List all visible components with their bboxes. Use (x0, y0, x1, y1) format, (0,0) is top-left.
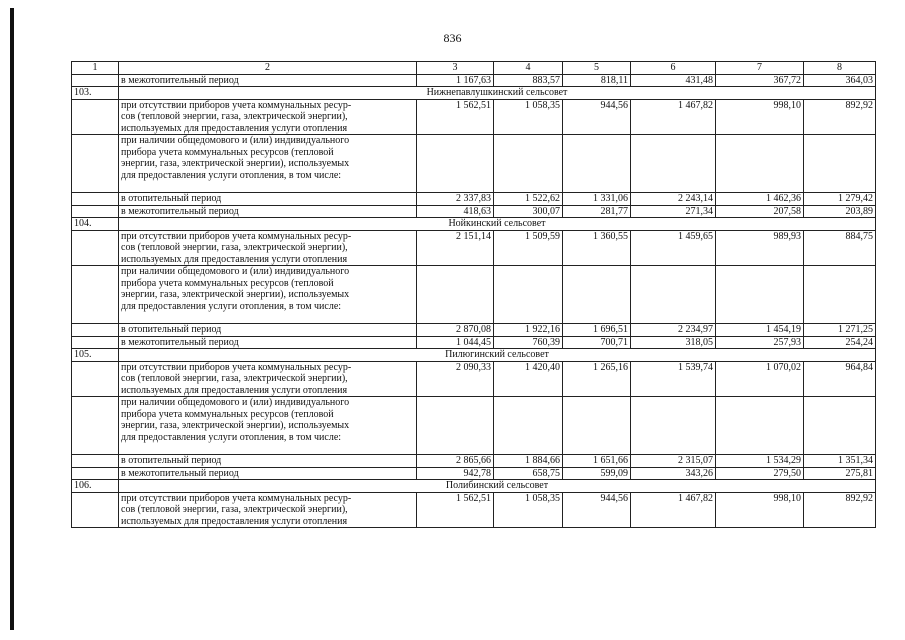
value-cell (631, 266, 716, 324)
value-cell: 1 651,66 (563, 455, 631, 468)
table-row (72, 135, 876, 193)
value-cell: 599,09 (563, 467, 631, 480)
page-number: 836 (443, 31, 462, 45)
row-number-cell (72, 99, 119, 135)
section-name: Нижнепавлушкинский сельсовет (119, 87, 876, 100)
value-cell: 658,75 (494, 467, 563, 480)
table-row (72, 455, 876, 468)
value-cell: 318,05 (631, 336, 716, 349)
section-header-row (72, 87, 876, 100)
row-label: в межотопительный период (119, 467, 417, 480)
section-header-row (72, 218, 876, 231)
value-cell (716, 397, 804, 455)
value-cell: 1 058,35 (494, 492, 563, 528)
table-row (72, 324, 876, 337)
value-cell: 892,92 (804, 492, 876, 528)
value-cell: 964,84 (804, 361, 876, 397)
value-cell: 281,77 (563, 205, 631, 218)
value-cell (494, 135, 563, 193)
row-label-line: сов (тепловой энергии, газа, электрической энергии), (121, 111, 348, 122)
row-number-cell (72, 74, 119, 87)
row-label-line: при отсутствии приборов учета коммунальных ресур- (121, 361, 352, 373)
value-cell: 700,71 (563, 336, 631, 349)
table-row (72, 336, 876, 349)
table-row (72, 193, 876, 206)
value-cell: 364,03 (804, 74, 876, 87)
value-cell (631, 397, 716, 455)
table-row (72, 467, 876, 480)
value-cell: 892,92 (804, 99, 876, 135)
value-cell (417, 266, 494, 324)
row-label-line: для предоставления услуги отопления, в том числе: (121, 431, 342, 443)
value-cell: 1 696,51 (563, 324, 631, 337)
row-label (119, 230, 417, 266)
value-cell: 818,11 (563, 74, 631, 87)
value-cell: 1 462,36 (716, 193, 804, 206)
col-header: 2 (119, 62, 417, 75)
row-label: в отопительный период (119, 193, 417, 206)
row-label-line: при отсутствии приборов учета коммунальных ресур- (121, 230, 352, 242)
row-number-cell (72, 193, 119, 206)
value-cell: 1 420,40 (494, 361, 563, 397)
value-cell: 1 265,16 (563, 361, 631, 397)
row-number-cell (72, 361, 119, 397)
value-cell: 1 884,66 (494, 455, 563, 468)
value-cell: 1 167,63 (417, 74, 494, 87)
value-cell: 998,10 (716, 99, 804, 135)
value-cell (804, 135, 876, 193)
value-cell: 2 870,08 (417, 324, 494, 337)
table-row (72, 74, 876, 87)
value-cell: 2 243,14 (631, 193, 716, 206)
row-label-line: сов (тепловой энергии, газа, электрической энергии), (121, 504, 348, 515)
value-cell: 1 459,65 (631, 230, 716, 266)
row-label-line: используемых для предоставления услуги отопления (121, 122, 348, 134)
value-cell (563, 397, 631, 455)
table-row (72, 205, 876, 218)
table-row (72, 99, 876, 135)
value-cell: 1 522,62 (494, 193, 563, 206)
value-cell: 884,75 (804, 230, 876, 266)
col-header: 8 (804, 62, 876, 75)
row-label: в отопительный период (119, 324, 417, 337)
value-cell: 1 534,29 (716, 455, 804, 468)
page-edge-bar (10, 8, 14, 630)
value-cell: 1 070,02 (716, 361, 804, 397)
row-label (119, 266, 417, 324)
row-label-line: для предоставления услуги отопления, в том числе: (121, 169, 342, 181)
value-cell: 203,89 (804, 205, 876, 218)
value-cell: 1 562,51 (417, 492, 494, 528)
col-header: 1 (72, 62, 119, 75)
value-cell: 1 509,59 (494, 230, 563, 266)
row-number-cell (72, 135, 119, 193)
value-cell: 989,93 (716, 230, 804, 266)
row-label-line: при наличии общедомового и (или) индивидуального (121, 266, 350, 277)
row-label-line: прибора учета коммунальных ресурсов (тепловой (121, 408, 334, 420)
row-label-line: сов (тепловой энергии, газа, электрической энергии), (121, 373, 348, 384)
row-label-line: энергии, газа, электрической энергии), используемых (121, 289, 350, 300)
section-name: Пилюгинский сельсовет (119, 349, 876, 362)
value-cell: 279,50 (716, 467, 804, 480)
value-cell: 1 467,82 (631, 99, 716, 135)
value-cell: 207,58 (716, 205, 804, 218)
value-cell: 1 271,25 (804, 324, 876, 337)
table-row (72, 492, 876, 528)
row-label: в межотопительный период (119, 205, 417, 218)
row-label: в межотопительный период (119, 336, 417, 349)
value-cell (563, 135, 631, 193)
value-cell: 944,56 (563, 99, 631, 135)
row-label-line: используемых для предоставления услуги отопления (121, 384, 348, 396)
table-row (72, 397, 876, 455)
value-cell (494, 266, 563, 324)
row-label-line: сов (тепловой энергии, газа, электрической энергии), (121, 242, 348, 253)
section-number: 105. (72, 349, 119, 362)
value-cell: 1 562,51 (417, 99, 494, 135)
section-number: 104. (72, 218, 119, 231)
row-label (119, 99, 417, 135)
row-label-line: энергии, газа, электрической энергии), используемых (121, 158, 350, 169)
col-header: 7 (716, 62, 804, 75)
row-label-line: прибора учета коммунальных ресурсов (тепловой (121, 277, 334, 289)
row-label-line: энергии, газа, электрической энергии), используемых (121, 420, 350, 431)
col-header: 6 (631, 62, 716, 75)
value-cell: 883,57 (494, 74, 563, 87)
value-cell (631, 135, 716, 193)
value-cell: 760,39 (494, 336, 563, 349)
value-cell (563, 266, 631, 324)
value-cell: 431,48 (631, 74, 716, 87)
row-number-cell (72, 230, 119, 266)
row-label-line: при отсутствии приборов учета коммунальных ресур- (121, 99, 352, 111)
row-label: в отопительный период (119, 455, 417, 468)
value-cell: 2 151,14 (417, 230, 494, 266)
row-number-cell (72, 336, 119, 349)
row-label-line: при наличии общедомового и (или) индивидуального (121, 397, 350, 408)
col-header: 5 (563, 62, 631, 75)
value-cell: 418,63 (417, 205, 494, 218)
value-cell (417, 397, 494, 455)
header-row (72, 62, 876, 75)
row-number-cell (72, 266, 119, 324)
row-label-line: для предоставления услуги отопления, в том числе: (121, 300, 342, 312)
value-cell: 1 467,82 (631, 492, 716, 528)
value-cell: 944,56 (563, 492, 631, 528)
row-label-line: при отсутствии приборов учета коммунальных ресур- (121, 492, 352, 504)
table-row (72, 230, 876, 266)
value-cell (804, 397, 876, 455)
row-label (119, 361, 417, 397)
row-number-cell (72, 397, 119, 455)
value-cell: 1 058,35 (494, 99, 563, 135)
section-name: Полибинский сельсовет (119, 480, 876, 493)
row-label (119, 492, 417, 528)
table-row (72, 361, 876, 397)
col-header: 3 (417, 62, 494, 75)
value-cell (804, 266, 876, 324)
row-label (119, 397, 417, 455)
value-cell: 1 044,45 (417, 336, 494, 349)
row-label (119, 135, 417, 193)
value-cell: 271,34 (631, 205, 716, 218)
row-label: в межотопительный период (119, 74, 417, 87)
value-cell: 2 090,33 (417, 361, 494, 397)
row-label-line: прибора учета коммунальных ресурсов (тепловой (121, 146, 334, 158)
value-cell: 998,10 (716, 492, 804, 528)
value-cell: 1 922,16 (494, 324, 563, 337)
row-number-cell (72, 205, 119, 218)
value-cell: 1 331,06 (563, 193, 631, 206)
value-cell: 1 351,34 (804, 455, 876, 468)
section-header-row (72, 480, 876, 493)
value-cell: 1 539,74 (631, 361, 716, 397)
value-cell: 257,93 (716, 336, 804, 349)
value-cell: 2 315,07 (631, 455, 716, 468)
value-cell: 2 865,66 (417, 455, 494, 468)
section-header-row (72, 349, 876, 362)
value-cell: 1 360,55 (563, 230, 631, 266)
value-cell: 1 279,42 (804, 193, 876, 206)
row-label-line: используемых для предоставления услуги отопления (121, 253, 348, 265)
table-row (72, 266, 876, 324)
row-number-cell (72, 324, 119, 337)
value-cell: 2 234,97 (631, 324, 716, 337)
tariff-table (71, 61, 876, 528)
value-cell: 275,81 (804, 467, 876, 480)
value-cell (716, 135, 804, 193)
section-number: 106. (72, 480, 119, 493)
value-cell (494, 397, 563, 455)
value-cell: 254,24 (804, 336, 876, 349)
value-cell: 367,72 (716, 74, 804, 87)
value-cell (417, 135, 494, 193)
value-cell (716, 266, 804, 324)
col-header: 4 (494, 62, 563, 75)
value-cell: 2 337,83 (417, 193, 494, 206)
row-label-line: при наличии общедомового и (или) индивидуального (121, 135, 350, 146)
value-cell: 1 454,19 (716, 324, 804, 337)
value-cell: 300,07 (494, 205, 563, 218)
row-number-cell (72, 467, 119, 480)
row-number-cell (72, 492, 119, 528)
row-number-cell (72, 455, 119, 468)
section-name: Нойкинский сельсовет (119, 218, 876, 231)
row-label-line: используемых для предоставления услуги отопления (121, 515, 348, 527)
value-cell: 942,78 (417, 467, 494, 480)
section-number: 103. (72, 87, 119, 100)
value-cell: 343,26 (631, 467, 716, 480)
